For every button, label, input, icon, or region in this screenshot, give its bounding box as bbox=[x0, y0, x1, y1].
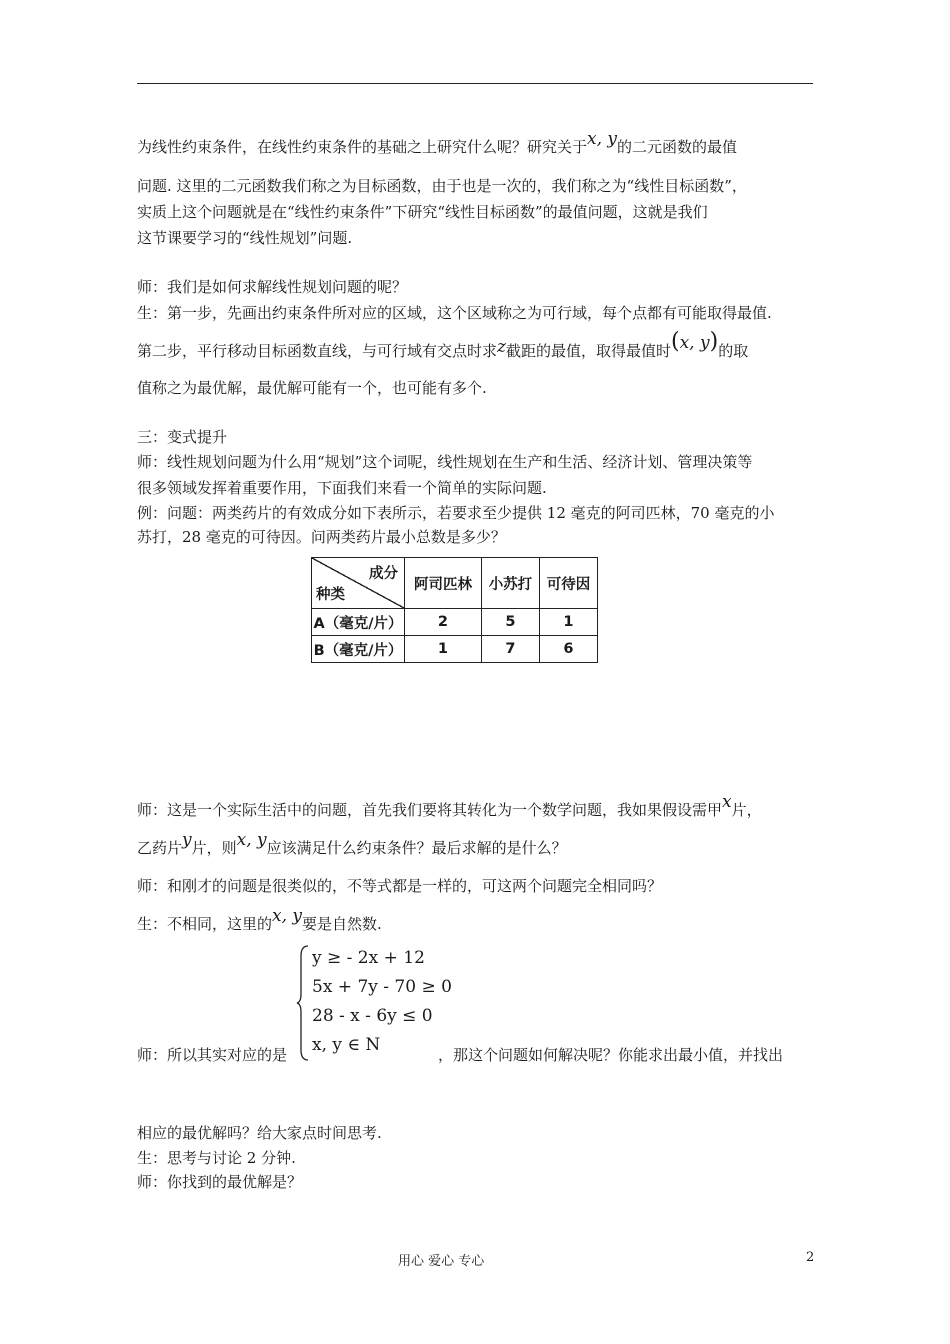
para3-line4: 例：问题：两类药片的有效成分如下表所示，若要求至少提供 12 毫克的阿司匹林，70 毫克的小 bbox=[137, 504, 775, 522]
table-row bbox=[312, 636, 598, 663]
para5-line3: 生：思考与讨论 2 分钟. bbox=[137, 1149, 296, 1167]
para4-line4: 生：不相同，这里的x, y要是自然数. bbox=[137, 906, 382, 933]
math-z: z bbox=[497, 337, 506, 357]
para5-line2: 相应的最优解吗？给大家点时间思考. bbox=[137, 1124, 382, 1142]
system-line-1: y ≥ - 2x + 12 bbox=[312, 948, 425, 968]
header-rule bbox=[137, 83, 813, 84]
para1-line4: 这节课要学习的“线性规划”问题. bbox=[137, 229, 353, 247]
math-y: y bbox=[182, 830, 192, 850]
system-line-4: x, y ∈ N bbox=[312, 1035, 381, 1055]
section-heading: 三：变式提升 bbox=[137, 428, 228, 446]
para5-line1b: ，那这个问题如何解决呢？你能求出最小值，并找出 bbox=[438, 1046, 784, 1064]
table-cell: 7 bbox=[481, 636, 539, 663]
para5-line1a: 师：所以其实对应的是 bbox=[137, 1046, 288, 1064]
row-label: B（毫克/片） bbox=[312, 636, 405, 663]
para1-line1: 为线性约束条件，在线性约束条件的基础之上研究什么呢？研究关于x, y的二元函数的最值 bbox=[137, 129, 738, 156]
para3-line2: 师：线性规划问题为什么用“规划”这个词呢，线性规划在生产和生活、经济计划、管理决策等 bbox=[137, 453, 753, 471]
math-xy: x, y bbox=[272, 906, 303, 926]
table-header-row bbox=[312, 558, 598, 609]
header-cell: 小苏打 bbox=[481, 558, 539, 609]
system-line-3: 28 - x - 6y ≤ 0 bbox=[312, 1006, 433, 1026]
corner-top-label: 成分 bbox=[369, 566, 398, 582]
math-xy-pair: x, y bbox=[679, 333, 710, 353]
para2-line2: 生：第一步，先画出约束条件所对应的区域，这个区域称之为可行域，每个点都有可能取得最值. bbox=[137, 304, 772, 322]
header-cell: 阿司匹林 bbox=[405, 558, 482, 609]
corner-bottom-label: 种类 bbox=[316, 587, 345, 603]
footer-slogan: 用心 爱心 专心 bbox=[398, 1254, 485, 1269]
table-cell: 6 bbox=[539, 636, 597, 663]
para4-line2: 乙药片y片，则x, y应该满足什么约束条件？最后求解的是什么？ bbox=[137, 830, 567, 857]
page-number: 2 bbox=[806, 1250, 815, 1265]
table-cell: 1 bbox=[405, 636, 482, 663]
system-brace bbox=[296, 944, 310, 1062]
para2-line3: 第二步，平行移动目标函数直线，与可行域有交点时求z截距的最值，取得最值时(x, y)的取 bbox=[137, 329, 749, 360]
para3-line5: 苏打，28 毫克的可待因。问两类药片最小总数是多少？ bbox=[137, 528, 506, 546]
table-cell: 2 bbox=[405, 609, 482, 636]
system-line-2: 5x + 7y - 70 ≥ 0 bbox=[312, 977, 452, 997]
table-corner-cell bbox=[312, 558, 405, 609]
ingredient-table bbox=[311, 557, 598, 663]
para4-line1: 师：这是一个实际生活中的问题，首先我们要将其转化为一个数学问题，我如果假设需甲x片， bbox=[137, 792, 762, 819]
table-row bbox=[312, 609, 598, 636]
para2-line1: 师：我们是如何求解线性规划问题的呢？ bbox=[137, 278, 408, 296]
math-x: x bbox=[722, 792, 732, 812]
para4-line3: 师：和刚才的问题是很类似的，不等式都是一样的，可这两个问题完全相同吗？ bbox=[137, 877, 663, 895]
para1-line2: 问题. 这里的二元函数我们称之为目标函数，由于也是一次的，我们称之为“线性目标函数”， bbox=[137, 177, 747, 195]
table-cell: 5 bbox=[481, 609, 539, 636]
para5-line4: 师：你找到的最优解是？ bbox=[137, 1173, 303, 1191]
para2-line4: 值称之为最优解，最优解可能有一个，也可能有多个. bbox=[137, 379, 487, 397]
header-cell: 可待因 bbox=[539, 558, 597, 609]
para3-line3: 很多领域发挥着重要作用，下面我们来看一个简单的实际问题. bbox=[137, 479, 547, 497]
para1-line3: 实质上这个问题就是在“线性约束条件”下研究“线性目标函数”的最值问题，这就是我们 bbox=[137, 203, 708, 221]
row-label: A（毫克/片） bbox=[312, 609, 405, 636]
math-xy: x, y bbox=[587, 129, 618, 149]
math-xy: x, y bbox=[236, 830, 267, 850]
table-cell: 1 bbox=[539, 609, 597, 636]
